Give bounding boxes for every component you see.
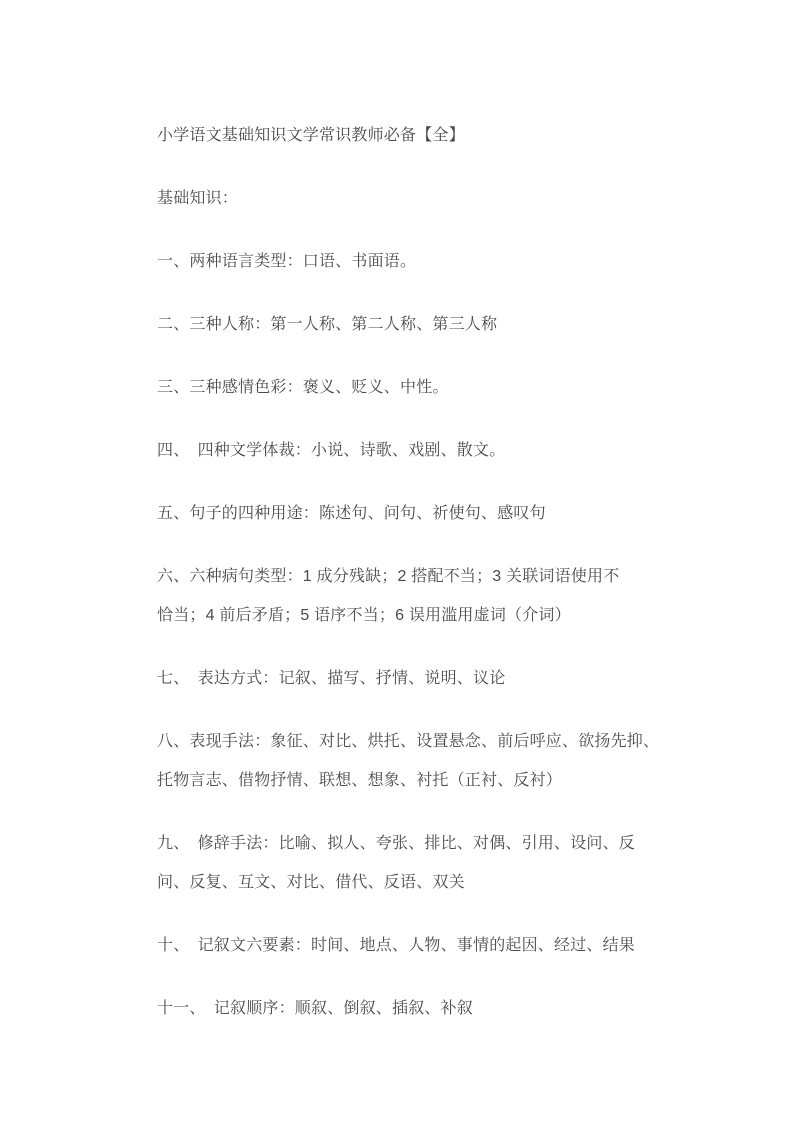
text-line: 问、反复、互文、对比、借代、反语、双关 (157, 874, 465, 891)
text-line: 恰当；4 前后矛盾；5 语序不当；6 误用滥用虚词（介词） (157, 607, 571, 624)
list-item-3 (157, 368, 638, 407)
text-line: 九、 修辞手法：比喻、拟人、夸张、排比、对偶、引用、设问、反 (157, 835, 636, 852)
list-item-6 (157, 557, 638, 635)
text-line: 八、表现手法：象征、对比、烘托、设置悬念、前后呼应、欲扬先抑、 (157, 733, 660, 750)
list-item-7 (157, 659, 638, 698)
text-line: 六、六种病句类型：1 成分残缺；2 搭配不当；3 关联词语使用不 (157, 568, 620, 585)
text-line: 托物言志、借物抒情、联想、想象、衬托（正衬、反衬） (157, 772, 563, 789)
document-title-block (157, 116, 638, 155)
section-heading: 基础知识： (157, 190, 239, 207)
list-item-5 (157, 494, 638, 533)
list-item-1 (157, 242, 638, 281)
text-line: 四、 四种文学体裁：小说、诗歌、戏剧、散文。 (157, 442, 506, 459)
text-line: 十、 记叙文六要素：时间、地点、人物、事情的起因、经过、结果 (157, 937, 636, 954)
text-line: 七、 表达方式：记叙、描写、抒情、说明、议论 (157, 670, 506, 687)
text-line: 三、三种感情色彩：褒义、贬义、中性。 (157, 379, 449, 396)
list-item-10 (157, 926, 638, 965)
section-heading-block (157, 179, 638, 218)
text-line: 二、三种人称：第一人称、第二人称、第三人称 (157, 316, 498, 333)
list-item-2 (157, 305, 638, 344)
text-line: 五、句子的四种用途：陈述句、问句、祈使句、感叹句 (157, 505, 546, 522)
document-title: 小学语文基础知识文学常识教师必备【全】 (157, 127, 465, 144)
text-line: 一、两种语言类型：口语、书面语。 (157, 253, 417, 270)
list-item-11 (157, 989, 638, 1028)
text-line: 十一、 记叙顺序：顺叙、倒叙、插叙、补叙 (157, 1000, 474, 1017)
list-item-4 (157, 431, 638, 470)
list-item-8 (157, 722, 660, 800)
list-item-9 (157, 824, 638, 902)
